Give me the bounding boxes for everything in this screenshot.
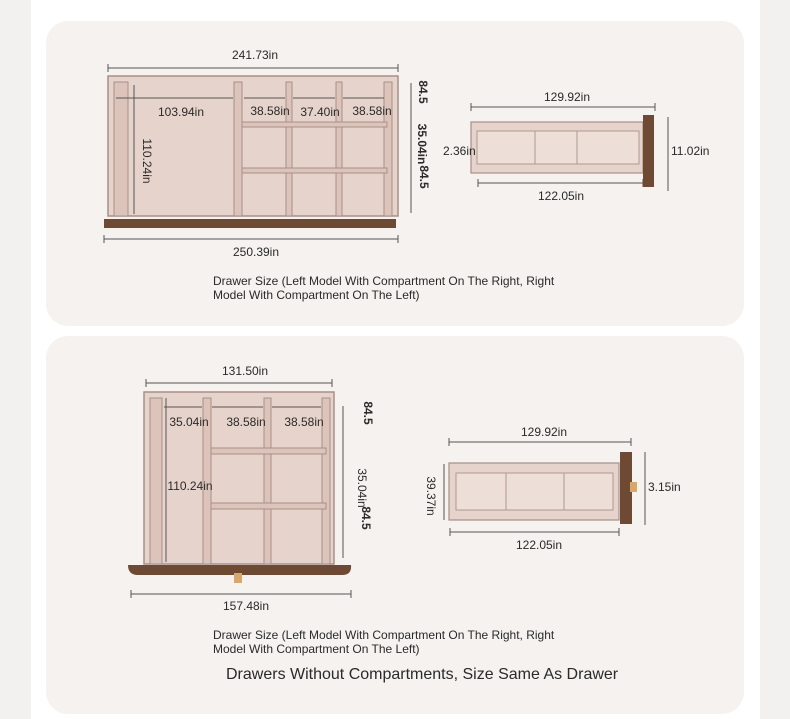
top-drawer-height-label: 11.02in: [671, 144, 710, 158]
top-overall-width-label: 241.73in: [231, 48, 279, 62]
bottom-height-b-label: 84.5: [359, 506, 373, 530]
bottom-drawer-bottom-width-label: 122.05in: [515, 538, 563, 552]
bottom-height-a-label: 84.5: [361, 401, 375, 425]
bottom-drawer-1-label: 35.04in: [169, 415, 209, 429]
top-drawer-view: [471, 103, 668, 191]
top-drawer-top-width-label: 129.92in: [543, 90, 591, 104]
bottom-overall-width-label: 131.50in: [221, 364, 269, 378]
top-caption: [213, 274, 554, 302]
bottom-drawer-depth-label: 35.04in: [355, 468, 369, 508]
bottom-drawer-view: [444, 438, 645, 536]
top-caption-line-1: Drawer Size (Left Model With Compartment On The Right, Right: [213, 274, 555, 288]
page: [31, 0, 760, 719]
top-drawer-bottom-width-label: 122.05in: [537, 189, 585, 203]
top-height-b-label: 84.5: [417, 165, 431, 189]
top-drawer-1-label: 38.58in: [250, 104, 290, 118]
bottom-caption: [213, 628, 554, 656]
top-base-width-label: 250.39in: [232, 245, 280, 259]
top-overall-width-dimension: [108, 64, 398, 72]
top-left-compartment-label: 103.94in: [157, 105, 205, 119]
top-drawer-3-label: 38.58in: [352, 104, 392, 118]
bottom-drawer-depth-label: 39.37in: [424, 476, 438, 516]
drawers-note: Drawers Without Compartments, Size Same As Drawer: [226, 666, 619, 683]
bottom-base-width-label: 157.48in: [222, 599, 270, 613]
top-caption-line-2: Model With Compartment On The Left): [213, 288, 420, 302]
bottom-diagram-panel: [46, 336, 744, 714]
top-drawer-depth-label: 2.36in: [443, 144, 476, 158]
bottom-drawer-3-label: 38.58in: [284, 415, 324, 429]
bottom-overall-width-dimension: [146, 379, 332, 387]
top-compartment-depth-label: 110.24in: [140, 138, 154, 184]
bottom-drawer-height-label: 3.15in: [648, 480, 681, 494]
bottom-diagram: [46, 336, 744, 714]
top-drawer-depth-label: 35.04in: [415, 123, 429, 165]
bottom-drawer-top-width-label: 129.92in: [520, 425, 568, 439]
bottom-drawer-2-label: 38.58in: [226, 415, 266, 429]
bottom-caption-line-1: Drawer Size (Left Model With Compartment On The Right, Right: [213, 628, 555, 642]
top-drawer-2-label: 37.40in: [300, 105, 340, 119]
bottom-compartment-depth-label: 110.24in: [167, 479, 213, 493]
top-height-a-label: 84.5: [416, 80, 430, 104]
top-diagram-panel: [46, 21, 744, 326]
bottom-caption-line-2: Model With Compartment On The Left): [213, 642, 420, 656]
